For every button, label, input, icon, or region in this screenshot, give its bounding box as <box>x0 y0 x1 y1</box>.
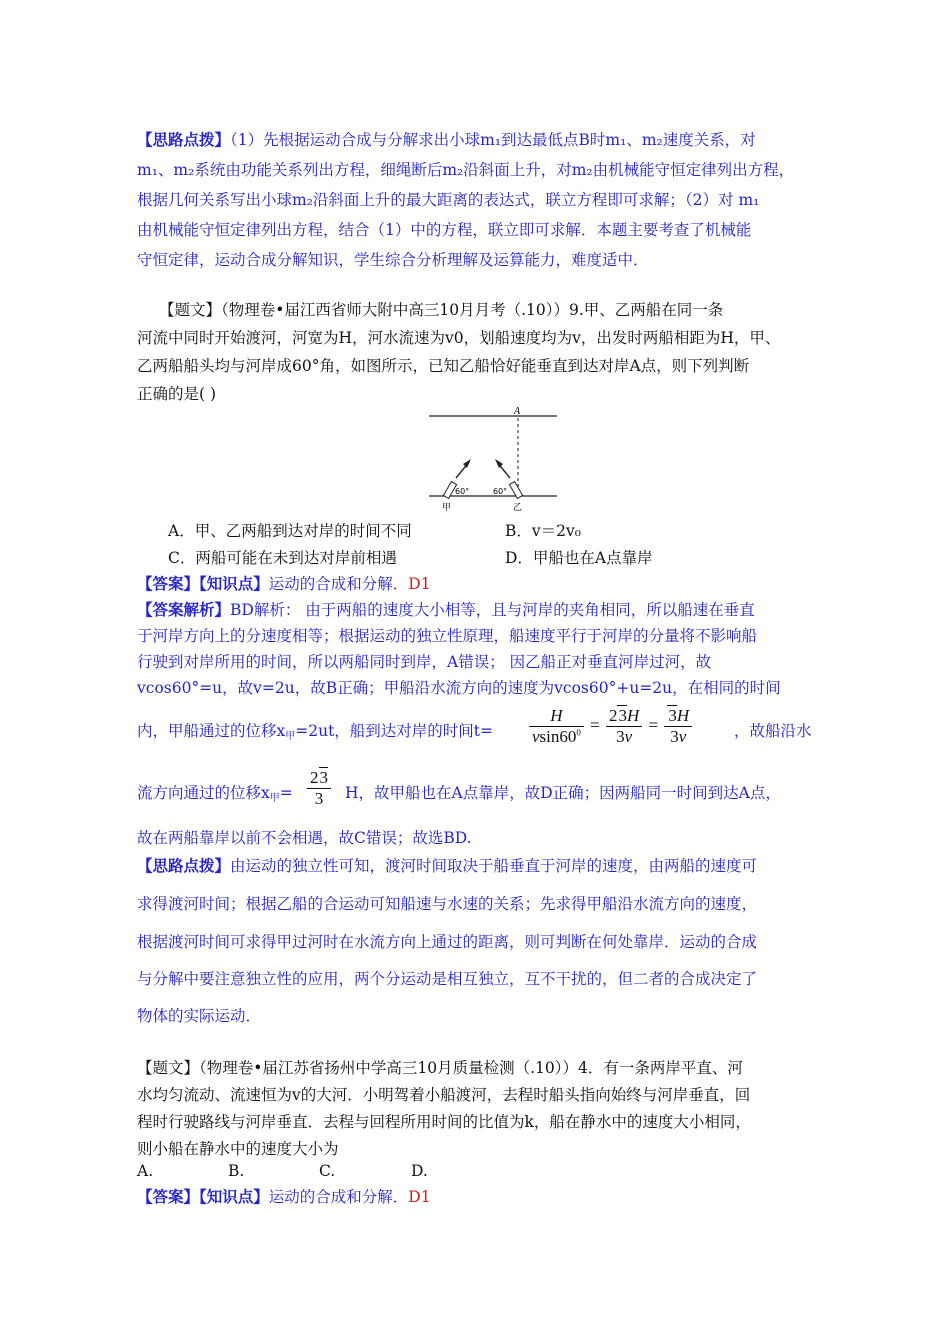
q4-answer-line: 【答案】【知识点】运动的合成和分解．D1 <box>137 1187 431 1206</box>
tip-heading: 【思路点拨】 <box>137 130 231 149</box>
tip2-line-3: 根据渡河时间可求得甲过河时在水流方向上通过的距离，则可判断在何处靠岸．运动的合成 <box>137 933 758 951</box>
angle-label-1: 60° <box>455 487 470 496</box>
tip-line-4: 由机械能守恒定律列出方程，结合（1）中的方程，联立即可求解．本题主要考查了机械能 <box>137 221 752 239</box>
analysis-line-6: 流方向通过的位移$x_甲=$ <box>137 784 293 804</box>
tip2-line-1: 【思路点拨】由运动的独立性可知，渡河时间取决于船垂直于河岸的速度，由两船的速度可 <box>137 856 758 875</box>
q4-option-a: A. <box>137 1162 154 1180</box>
q4-option-b: B. <box>228 1162 245 1180</box>
q4-line-3: 程时行驶路线与河岸垂直．去程与回程所用时间的比值为k，船在静水中的速度大小相同， <box>137 1113 751 1131</box>
analysis-line-2: 于河岸方向上的分速度相等；根据运动的独立性原理，船速度平行于河岸的分量将不影响船 <box>137 627 758 645</box>
q9-line-1: 【题文】（物理卷•届江西省师大附中高三10月月考（.10））9.甲、乙两船在同一条 <box>159 301 724 319</box>
q9-line-2: 河流中同时开始渡河，河宽为H，河水流速为v0，划船速度均为v，出发时两船相距为H，甲、 <box>137 329 781 347</box>
analysis-line-4: vcos60°=u，故v=2u，故B正确；甲船沿水流方向的速度为vcos60°+u=2u，在相同的时间 <box>137 679 781 697</box>
option-b: B．v＝2v₀ <box>505 522 581 540</box>
answer-line: 【答案】【知识点】运动的合成和分解．D1 <box>137 574 431 593</box>
angle-label-2: 60° <box>493 487 508 496</box>
q4-line-1: 【题文】（物理卷•届江苏省扬州中学高三10月质量检测（.10））4．有一条两岸平直、河 <box>137 1059 743 1077</box>
figure-label-a: A <box>514 406 521 417</box>
tip-line-1: 【思路点拨】（1）先根据运动合成与分解求出小球m₁到达最低点B时m₁、m₂速度关系，对 <box>137 130 756 149</box>
option-a: A．甲、乙两船到达对岸的时间不同 <box>168 522 412 540</box>
option-c: C．两船可能在未到达对岸前相遇 <box>168 549 397 567</box>
river-crossing-figure <box>425 404 565 516</box>
q9-line-4: 正确的是( ) <box>137 385 217 403</box>
q4-line-4: 则小船在静水中的速度大小为 <box>137 1140 339 1158</box>
tip-line-2: m₁、m₂系统由功能关系列出方程，细绳断后m₂沿斜面上升，对m₂由机械能守恒定律列出方程， <box>137 161 795 179</box>
analysis-line-5: 内，甲船通过的位移$x_甲=2ut$，船到达对岸的时间t= <box>137 722 494 742</box>
figure-label-jia: 甲 <box>442 503 452 513</box>
q4-line-2: 水均匀流动、流速恒为v的大河．小明驾着小船渡河，去程时船头指向始终与河岸垂直，回 <box>137 1086 751 1104</box>
tip-line-3: 根据几何关系写出小球m₂沿斜面上升的最大距离的表达式，联立方程即可求解；（2）对 m₁ <box>137 191 760 209</box>
figure-label-yi: 乙 <box>513 503 523 513</box>
option-d: D．甲船也在A点靠岸 <box>505 549 653 567</box>
q4-option-d: D. <box>411 1162 428 1180</box>
q4-option-c: C. <box>319 1162 336 1180</box>
tip2-line-4: 与分解中要注意独立性的应用，两个分运动是相互独立，互不干扰的，但二者的合成决定了 <box>137 970 758 988</box>
tip-line-5: 守恒定律，运动合成分解知识，学生综合分析理解及运算能力，难度适中． <box>137 251 649 269</box>
analysis-line-3: 行驶到对岸所用的时间，所以两船同时到岸，A错误； 因乙船正对垂直河岸过河，故 <box>137 653 712 671</box>
analysis-line-7: 故在两船靠岸以前不会相遇，故C错误；故选BD. <box>137 829 472 847</box>
analysis-line-6-tail: H，故甲船也在A点靠岸，故D正确；因两船同一时间到达A点， <box>345 784 781 802</box>
displacement-formula: $\frac{23}{3}$ <box>305 768 333 809</box>
tip2-line-5: 物体的实际运动． <box>137 1007 262 1025</box>
tip2-line-2: 求得渡河时间；根据乙船的合运动可知船速与水速的关系；先求得甲船沿水流方向的速度， <box>137 895 758 913</box>
time-formula: $\frac{H}{vsin60^0}$ = $\frac{23H}{3v}$ = $\frac{3H}{3v}$ <box>527 706 694 747</box>
analysis-line-5-tail: ，故船沿水 <box>734 722 812 740</box>
q9-line-3: 乙两船船头均与河岸成60°角，如图所示，已知乙船恰好能垂直到达对岸A点，则下列判断 <box>137 357 750 375</box>
analysis-line-1: 【答案解析】BD解析： 由于两船的速度大小相等，且与河岸的夹角相同，所以船速在垂直 <box>137 600 755 619</box>
